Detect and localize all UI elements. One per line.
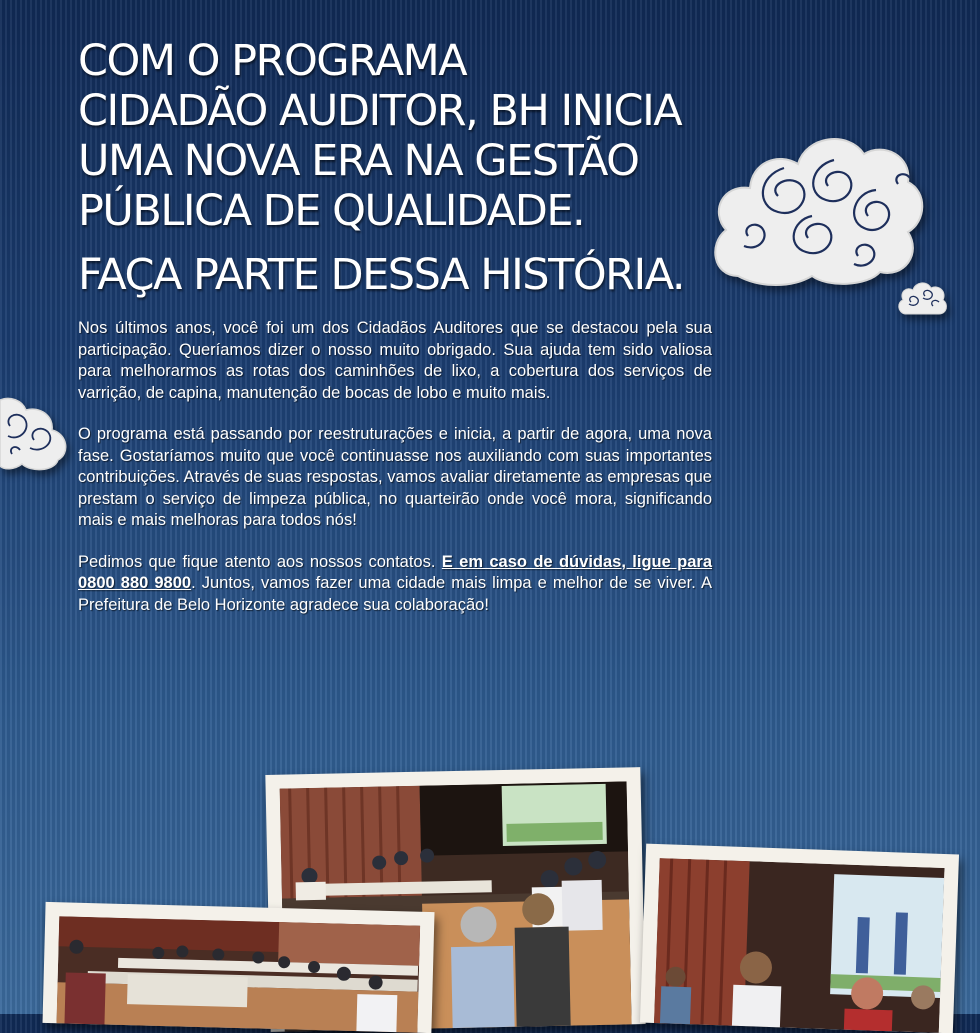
paragraph-thanks: Nos últimos anos, você foi um dos Cidadãos Auditores que se destacou pela sua participação. Queríamos dizer o nosso muito obrigado. Sua ajuda tem sido valiosa para melhorarmos as rotas dos caminhões de lixo, a cobertura dos serviços de varrição, de capina, manutenção de bocas de lobo e muito mais. [78, 319, 712, 402]
meeting-photo-conference-room [42, 902, 434, 1033]
meeting-photo-image-2 [654, 858, 945, 1033]
meeting-photo-chart [640, 844, 959, 1033]
headline [78, 36, 738, 236]
small-cloud-icon [897, 280, 949, 318]
phone-cta-link[interactable]: E em caso de dúvidas, ligue para 0800 880 9800 [78, 552, 713, 592]
tagline: FAÇA PARTE DESSA HISTÓRIA. [78, 250, 685, 300]
body-text [78, 318, 712, 636]
headline-line-1: COM O PROGRAMA [78, 36, 467, 86]
meeting-photo-image-3 [56, 916, 420, 1032]
paragraph-contact [78, 552, 712, 617]
paragraph-new-phase: O programa está passando por reestruturações e inicia, a partir de agora, uma nova fase. Gostaríamos muito que você continuasse nos auxiliando com suas importantes contribuições. Através de suas respostas, vamos avaliar diretamente as empresas que prestam o serviço de limpeza pública, no quarteirão onde você mora, significando mais e mais melhoras para todos nós! [78, 425, 712, 529]
headline-line-2: CIDADÃO AUDITOR, BH INICIA [78, 86, 682, 136]
large-cloud-icon [708, 126, 926, 286]
left-cloud-icon [0, 396, 70, 472]
contact-intro: Pedimos que fique atento aos nossos contatos. [78, 552, 442, 571]
headline-line-3: UMA NOVA ERA NA GESTÃO [78, 136, 639, 186]
contact-closing: . Juntos, vamos fazer uma cidade mais limpa e melhor de se viver. A Prefeitura de Belo Horizonte agradece sua colaboração! [78, 574, 712, 614]
headline-line-4: PÚBLICA DE QUALIDADE. [78, 186, 585, 236]
